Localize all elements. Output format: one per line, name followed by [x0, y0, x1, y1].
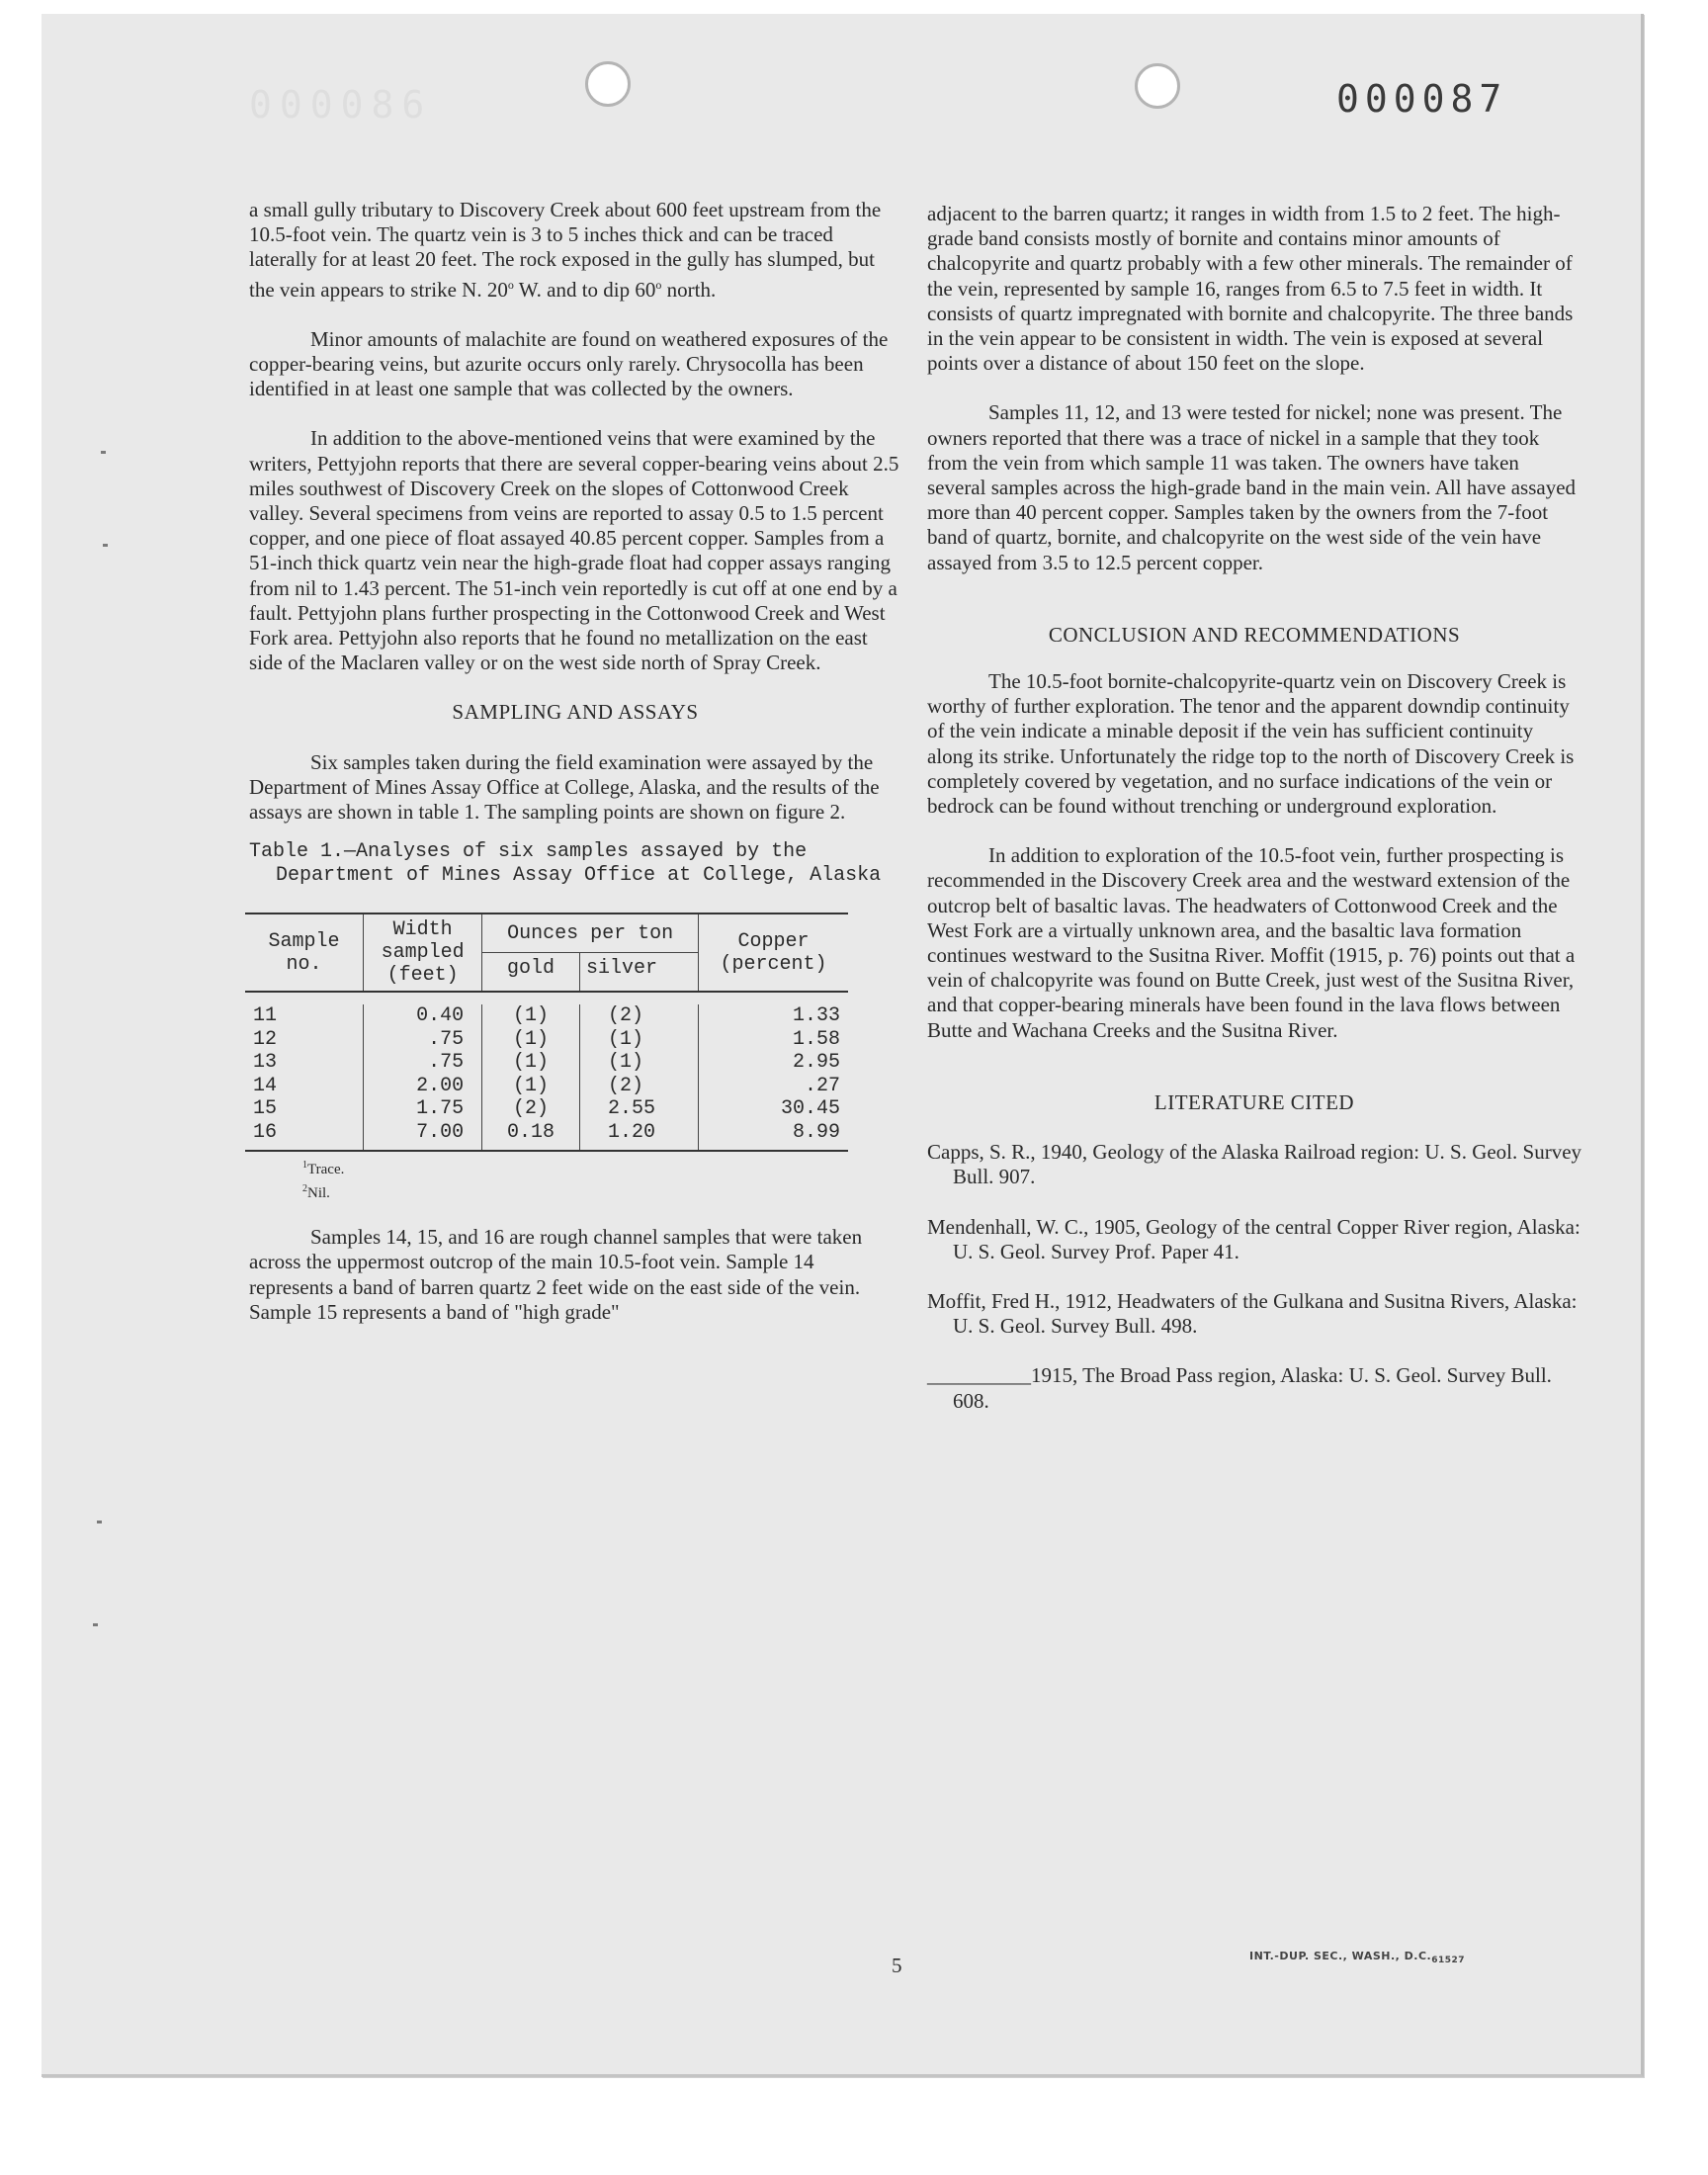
col-header-gold: gold: [482, 953, 580, 993]
table-row: 12 .75 (1) (1) 1.58: [245, 1028, 848, 1052]
paragraph: Samples 14, 15, and 16 are rough channel samples that were taken across the uppermost outcrop of the main 10.5-foot vein. Sample 14 represents a band of barren quartz 2 feet wide on the east side of the vein. Sample 15 represents a band of "high grade": [249, 1225, 863, 1324]
table-row: 13 .75 (1) (1) 2.95: [245, 1051, 848, 1075]
punch-hole-left: [585, 61, 631, 107]
section-heading: SAMPLING AND ASSAYS: [452, 700, 699, 725]
printer-imprint: INT.-DUP. SEC., WASH., $D.C._{61527}$: [1249, 1950, 1466, 1966]
reference-item: Capps, S. R., 1940, Geology of the Alaska Railroad region: U. S. Geol. Survey Bull. 907.: [927, 1140, 1582, 1189]
document-page: [42, 14, 1644, 2077]
reference-item: __________1915, The Broad Pass region, Alaska: U. S. Geol. Survey Bull. 608.: [927, 1363, 1552, 1413]
table-row: 14 2.00 (1) (2) .27: [245, 1075, 848, 1098]
table-row: 11 0.40 (1) (2) 1.33: [245, 1004, 848, 1028]
left-column: [249, 198, 901, 1349]
paragraph: Samples 11, 12, and 13 were tested for nickel; none was present. The owners reported that there was a trace of nickel in a sample that they took from the vein from which sample 11 was taken. The owners have taken several samples across the high-grade band in the main vein. All have assayed more than 40 percent copper. Samples taken by the owners from the 7-foot band of quartz, bornite, and chalcopyrite on the west side of the vein have assayed from 3.5 to 12.5 percent copper.: [927, 400, 1577, 574]
section-heading: CONCLUSION AND RECOMMENDATIONS: [1048, 622, 1461, 647]
paragraph: In addition to the above-mentioned veins that were examined by the writers, Pettyjohn reports that there are several copper-bearing veins about 2.5 miles southwest of Discovery Creek on the slopes of Cottonwood Creek valley. Several specimens from veins are reported to assay 0.5 to 1.5 percent copper, and one piece of float assayed 40.85 percent copper. Samples from a 51-inch thick quartz vein near the high-grade float had copper assays ranging from nil to 1.43 percent. The 51-inch vein reportedly is cut off at one end by a fault. Pettyjohn plans further prospecting in the Cottonwood Creek and West Fork area. Pettyjohn also reports that he found no metallization on the east side of the Maclaren valley or on the west side north of Spray Creek.: [249, 426, 899, 675]
paragraph: The 10.5-foot bornite-chalcopyrite-quartz vein on Discovery Creek is worthy of further exploration. The tenor and the apparent downdip continuity of the vein indicate a minable deposit if the vein has sufficient continuity along its strike. Unfortunately the ridge top to the north of Discovery Creek is completely covered by vegetation, and no surface indications of the vein or bedrock can be found without trenching or underground exploration.: [927, 669, 1575, 819]
page-id-stamp: 000087: [1336, 77, 1508, 121]
reference-list: [927, 1140, 1581, 1414]
table-caption: Table 1.—Analyses of six samples assayed by the Department of Mines Assay Office at College, Alaska: [249, 840, 882, 888]
table-row: 15 1.75 (2) 2.55 30.45: [245, 1097, 848, 1121]
paragraph: a small gully tributary to Discovery Creek about 600 feet upstream from the 10.5-foot vein. The quartz vein is 3 to 5 inches thick and can be traced laterally for at least 20 feet. The rock exposed in the gully has slumped, but the vein appears to strike N. 20$^o$ W. and to dip 60$^o$ north.: [249, 198, 882, 302]
assay-table: [245, 913, 848, 1152]
margin-mark: [101, 451, 106, 454]
table-row: 16 7.00 0.18 1.20 8.99: [245, 1121, 848, 1152]
col-header-silver: silver: [579, 953, 698, 993]
paragraph: Minor amounts of malachite are found on weathered exposures of the copper-bearing veins, but azurite occurs only rarely. Chrysocolla has been identified in at least one sample that was collected by the owners.: [249, 326, 889, 401]
col-header-copper: Copper (percent): [720, 929, 827, 976]
paragraph: In addition to exploration of the 10.5-foot vein, further prospecting is recommended in the Discovery Creek area and the westward extension of the outcrop belt of basaltic lavas. The headwaters of Cottonwood Creek and the West Fork are a virtually unknown area, and the basaltic lava formation continues westward to the Susitna River. Moffit (1915, p. 76) points out that a vein of chalcopyrite was found on Butte Creek, just west of the Susitna River, and that copper-bearing minerals have been found in the lava flows between Butte and Wachana Creeks and the Susitna River.: [927, 843, 1576, 1042]
reference-item: Moffit, Fred H., 1912, Headwaters of the Gulkana and Susitna Rivers, Alaska: U. S. Geol. Survey Bull. 498.: [927, 1288, 1578, 1339]
col-header-sample: Sample no.: [245, 914, 364, 992]
footnote-trace: $^1$Trace.: [302, 1160, 345, 1178]
paragraph: Six samples taken during the field examination were assayed by the Department of Mines Assay Office at College, Alaska, and the results of the assays are shown in table 1. The sampling points are shown on figure 2.: [249, 749, 880, 825]
right-column: [927, 202, 1581, 1438]
col-header-width: Width sampled (feet): [364, 914, 482, 992]
ghost-page-id: 000086: [249, 83, 433, 127]
margin-mark: [93, 1623, 98, 1626]
col-header-ounces: Ounces per ton: [482, 914, 699, 953]
page-number: 5: [892, 1954, 902, 1977]
strike-dip-text: strike N. 20$^o$ W. and to dip 60$^o$ north.: [410, 277, 717, 302]
section-heading: LITERATURE CITED: [1153, 1089, 1355, 1114]
table-footnotes: [302, 1156, 901, 1203]
margin-mark: [103, 544, 108, 547]
paragraph: adjacent to the barren quartz; it ranges in width from 1.5 to 2 feet. The high-grade band consists mostly of bornite and contains minor amounts of chalcopyrite and quartz probably with a few other minerals. The remainder of the vein, represented by sample 16, ranges from 6.5 to 7.5 feet in width. It consists of quartz impregnated with bornite and chalcopyrite. The three bands in the vein appear to be consistent in width. The vein is exposed at several points over a distance of about 150 feet on the slope.: [927, 202, 1574, 376]
margin-mark: [97, 1521, 102, 1523]
punch-hole-right: [1135, 63, 1180, 109]
reference-item: Mendenhall, W. C., 1905, Geology of the central Copper River region, Alaska: U. S. Geol. Survey Prof. Paper 41.: [927, 1214, 1580, 1263]
footnote-nil: $^2$Nil.: [302, 1183, 330, 1202]
